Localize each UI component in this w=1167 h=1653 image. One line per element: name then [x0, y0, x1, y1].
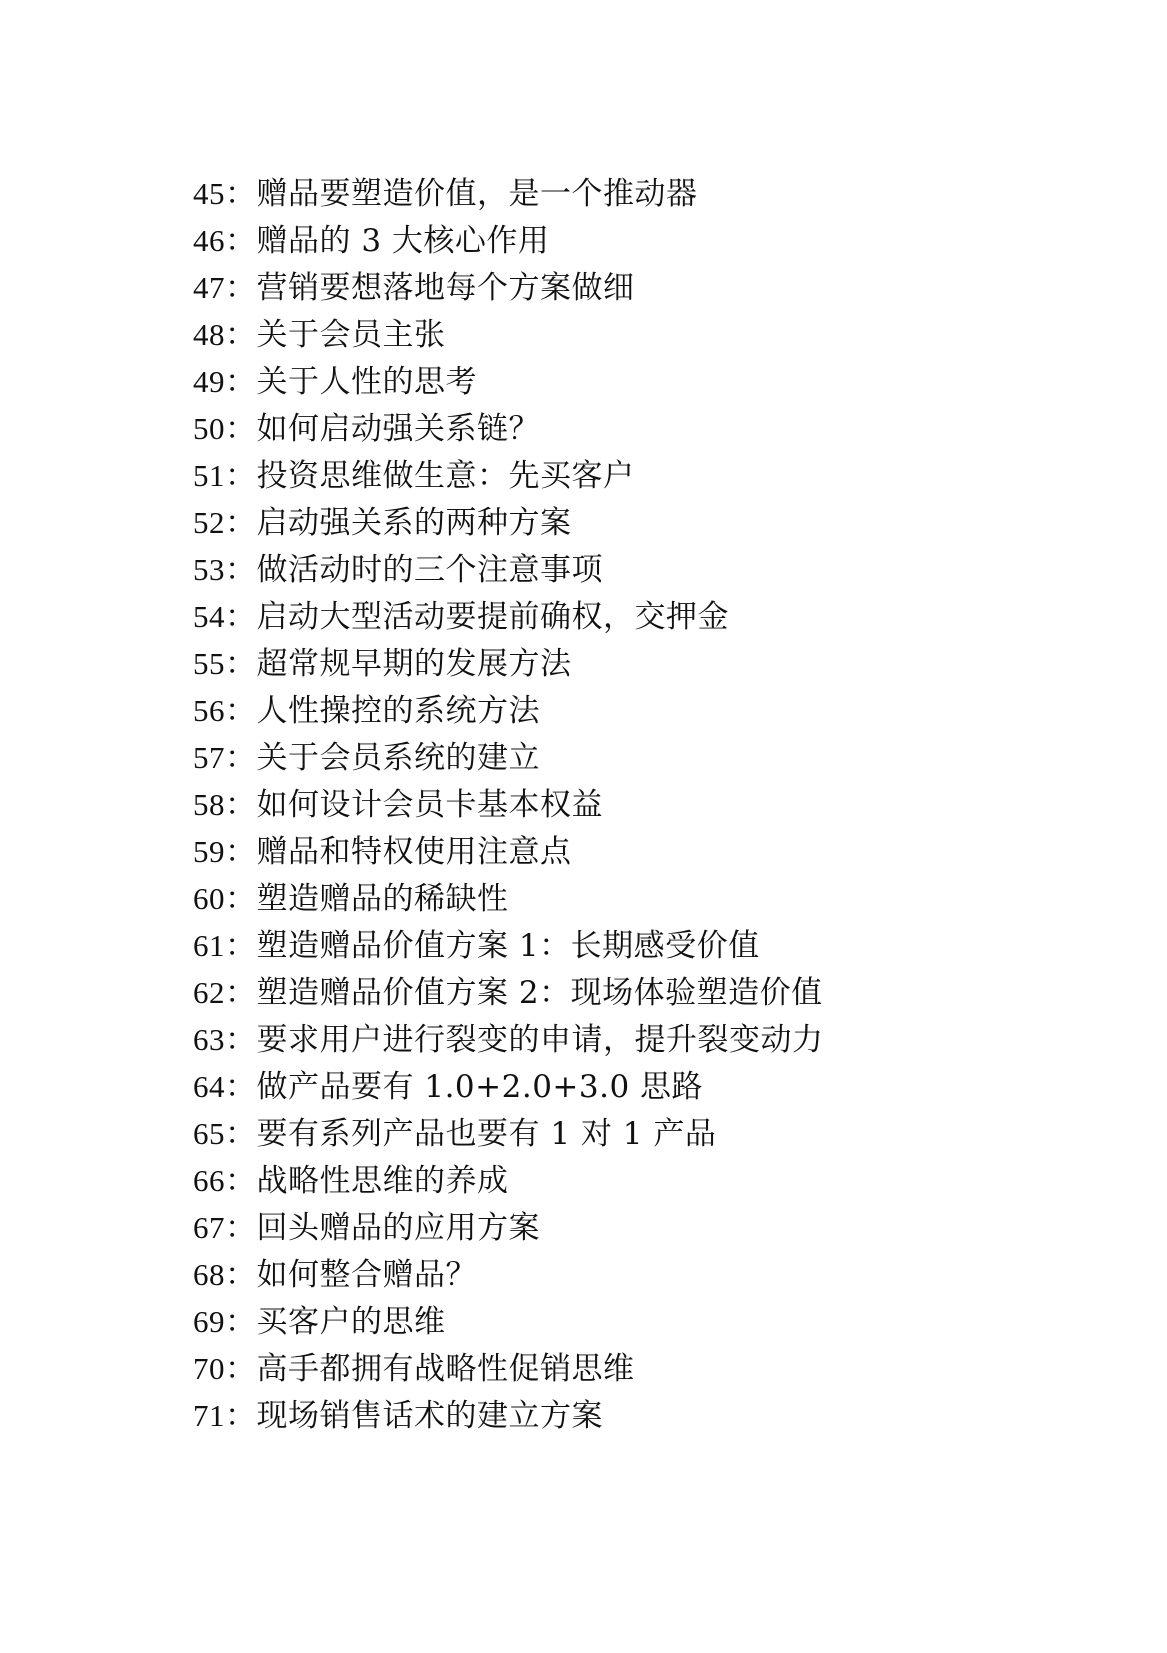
toc-item-title: 如何整合赠品？	[256, 1257, 477, 1293]
toc-item-title: 塑造赠品价值方案 2：现场体验塑造价值	[256, 975, 823, 1011]
toc-item-separator: ：	[225, 693, 257, 729]
toc-item	[193, 1110, 824, 1157]
toc-item-title: 启动强关系的两种方案	[256, 505, 572, 541]
toc-item-title: 做活动时的三个注意事项	[256, 552, 603, 588]
toc-item-number: 56	[193, 693, 225, 728]
toc-item-title: 塑造赠品价值方案 1：长期感受价值	[256, 928, 760, 964]
toc-item-number: 52	[193, 505, 225, 540]
toc-item-separator: ：	[225, 317, 257, 353]
toc-item-separator: ：	[225, 834, 257, 870]
toc-item	[193, 969, 824, 1016]
toc-item-number: 67	[193, 1210, 225, 1245]
toc-item	[193, 405, 824, 452]
toc-item	[193, 1298, 824, 1345]
toc-item-title: 关于会员系统的建立	[256, 740, 540, 776]
toc-item-title: 赠品的 3 大核心作用	[256, 223, 550, 259]
toc-item	[193, 546, 824, 593]
toc-item-number: 71	[193, 1398, 225, 1433]
toc-item-separator: ：	[225, 458, 257, 494]
toc-item-number: 60	[193, 881, 225, 916]
toc-item-number: 69	[193, 1304, 225, 1339]
toc-item-separator: ：	[225, 1163, 257, 1199]
toc-item-title: 赠品和特权使用注意点	[256, 834, 572, 870]
toc-item	[193, 1204, 824, 1251]
toc-item-number: 58	[193, 787, 225, 822]
toc-item-number: 63	[193, 1022, 225, 1057]
toc-item	[193, 170, 824, 217]
toc-item-number: 49	[193, 364, 225, 399]
toc-item-number: 65	[193, 1116, 225, 1151]
toc-item-number: 61	[193, 928, 225, 963]
toc-item-title: 关于人性的思考	[256, 364, 477, 400]
toc-item-separator: ：	[225, 975, 257, 1011]
toc-item	[193, 734, 824, 781]
toc-item-title: 人性操控的系统方法	[256, 693, 540, 729]
toc-item-separator: ：	[225, 552, 257, 588]
toc-item-number: 45	[193, 176, 225, 211]
toc-item-number: 59	[193, 834, 225, 869]
toc-item-title: 超常规早期的发展方法	[256, 646, 572, 682]
toc-item-separator: ：	[225, 881, 257, 917]
toc-item	[193, 687, 824, 734]
toc-item-separator: ：	[225, 364, 257, 400]
toc-item-number: 68	[193, 1257, 225, 1292]
toc-item	[193, 1392, 824, 1439]
toc-item-separator: ：	[225, 928, 257, 964]
toc-item-title: 回头赠品的应用方案	[256, 1210, 540, 1246]
toc-list	[193, 170, 824, 1439]
toc-item-title: 战略性思维的养成	[256, 1163, 509, 1199]
toc-item	[193, 1016, 824, 1063]
toc-item-number: 48	[193, 317, 225, 352]
toc-item	[193, 452, 824, 499]
toc-item-separator: ：	[225, 740, 257, 776]
toc-item-separator: ：	[225, 411, 257, 447]
toc-item-title: 现场销售话术的建立方案	[256, 1398, 603, 1434]
toc-item-title: 关于会员主张	[256, 317, 446, 353]
toc-item-number: 62	[193, 975, 225, 1010]
toc-item-separator: ：	[225, 787, 257, 823]
toc-item-number: 55	[193, 646, 225, 681]
toc-item-title: 赠品要塑造价值，是一个推动器	[256, 176, 698, 212]
toc-item-separator: ：	[225, 1351, 257, 1387]
toc-item-title: 买客户的思维	[256, 1304, 446, 1340]
toc-item	[193, 358, 824, 405]
toc-item-title: 如何设计会员卡基本权益	[256, 787, 603, 823]
toc-item-separator: ：	[225, 1069, 257, 1105]
toc-item-number: 64	[193, 1069, 225, 1104]
toc-item	[193, 593, 824, 640]
toc-item	[193, 217, 824, 264]
toc-item	[193, 1157, 824, 1204]
toc-item-separator: ：	[225, 599, 257, 635]
toc-item	[193, 264, 824, 311]
toc-item-number: 54	[193, 599, 225, 634]
toc-item-separator: ：	[225, 1022, 257, 1058]
toc-item-title: 营销要想落地每个方案做细	[256, 270, 635, 306]
toc-item-separator: ：	[225, 1257, 257, 1293]
toc-item-number: 46	[193, 223, 225, 258]
toc-item-title: 高手都拥有战略性促销思维	[256, 1351, 635, 1387]
toc-item-separator: ：	[225, 1304, 257, 1340]
toc-item-number: 47	[193, 270, 225, 305]
toc-item-number: 57	[193, 740, 225, 775]
toc-item	[193, 781, 824, 828]
toc-item	[193, 1345, 824, 1392]
toc-item	[193, 1251, 824, 1298]
toc-item-number: 50	[193, 411, 225, 446]
toc-item-separator: ：	[225, 1116, 257, 1152]
toc-item-title: 如何启动强关系链？	[256, 411, 540, 447]
toc-item	[193, 640, 824, 687]
toc-item-separator: ：	[225, 505, 257, 541]
toc-item-number: 70	[193, 1351, 225, 1386]
toc-item	[193, 922, 824, 969]
toc-item-title: 要求用户进行裂变的申请，提升裂变动力	[256, 1022, 824, 1058]
toc-item	[193, 828, 824, 875]
toc-item-title: 做产品要有 1.0+2.0+3.0 思路	[256, 1069, 704, 1105]
toc-item-number: 66	[193, 1163, 225, 1198]
toc-item-separator: ：	[225, 270, 257, 306]
toc-item-title: 要有系列产品也要有 1 对 1 产品	[256, 1116, 717, 1152]
toc-item	[193, 499, 824, 546]
toc-item-number: 53	[193, 552, 225, 587]
toc-item-separator: ：	[225, 1210, 257, 1246]
toc-item-separator: ：	[225, 176, 257, 212]
toc-item	[193, 311, 824, 358]
toc-item-title: 塑造赠品的稀缺性	[256, 881, 509, 917]
toc-item-separator: ：	[225, 646, 257, 682]
toc-item-title: 投资思维做生意：先买客户	[256, 458, 635, 494]
toc-item	[193, 1063, 824, 1110]
toc-item-separator: ：	[225, 1398, 257, 1434]
toc-item-number: 51	[193, 458, 225, 493]
toc-item	[193, 875, 824, 922]
toc-item-title: 启动大型活动要提前确权，交押金	[256, 599, 729, 635]
toc-item-separator: ：	[225, 223, 257, 259]
